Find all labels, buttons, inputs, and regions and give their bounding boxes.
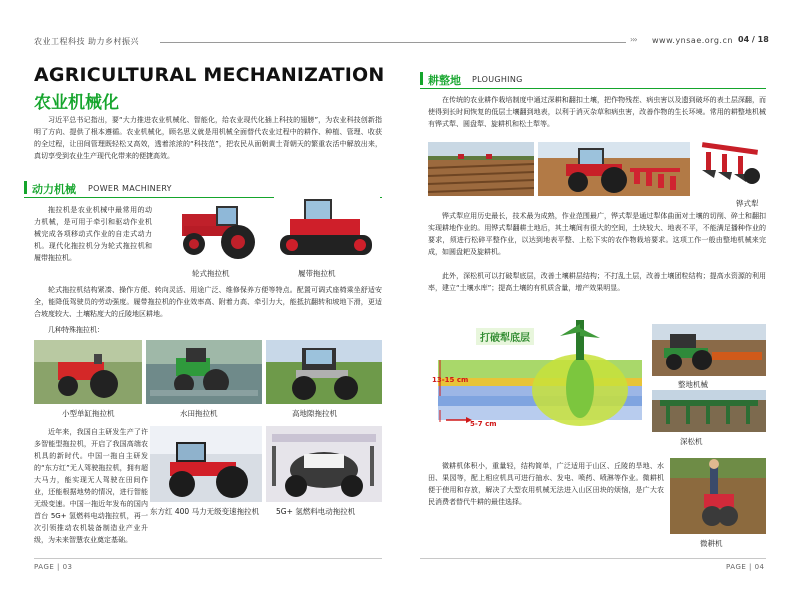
intro-paragraph: 习近平总书记指出，要“大力推进农业机械化、智能化，给农业现代化插上科技的翅膀”，为农业科技创新指明了方向、提供了根本遵循。农业机械化，顾名思义就是用机械全面替代农业过程中的耕作、种植、管理、收获的全过程，让田间管理既轻松又高效，透着浓浓的“科技范”，把农民从面朝黄土背朝天的繁重农活中解放出来，真切享受到农业生产现代化带来的便捷高效。 (34, 116, 382, 160)
section-title-ploughing: 耕整地 (428, 74, 461, 87)
section-marker (420, 72, 423, 85)
caption-hydrogen-tractor: 5G+ 氢燃料电动拖拉机 (276, 507, 356, 516)
ploughed-field-photo (428, 142, 534, 196)
ploughing-intro-paragraph: 在传统的农业耕作栽培制度中通过深耕和翻扣土壤，把作物残茬、病虫害以及遗到破坏的表土层深翻，而使得到长时间恢复的低层土壤翻到地表，以利于消灭杂草和病虫害，改善作物的生长环境。常用的耕整地机械有铧式犁、圆盘犁、旋耕机和松土犁等。 (428, 96, 766, 128)
caption-dongfanghong-tractor: 东方红 400 马力无级变速拖拉机 (150, 507, 260, 516)
caption-moldboard-plough: 铧式犁 (736, 199, 759, 208)
paddy-field-tractor-photo (146, 340, 262, 404)
section-subtitle-ploughing: PLOUGHING (472, 75, 523, 84)
moldboard-plough-paragraph: 铧式犁应用历史最长，技术最为成熟，作业范围最广，铧式犁是通过犁体曲面对土壤的切削、碎土和翻扣实现耕地作业的。用铧式犁翻耕土地后，其土壤间有很大的空间，土块较大、地表不平，不能满足播种作业的要求，须进行松碎平整作业，以达到地表平整、上松下实的农作物栽培要求。这项工作一般由整地机械来完成，如圆盘耙及旋耕机。 (428, 212, 766, 256)
section-title-power: 动力机械 (32, 183, 76, 196)
wheeled-tractor-photo (164, 200, 270, 264)
dongfanghong-tractor-photo (150, 426, 262, 502)
left-footer-divider (34, 558, 382, 559)
header-website[interactable]: www.ynsae.org.cn (652, 36, 733, 45)
moldboard-plough-photo (694, 138, 766, 200)
micro-tiller-photo (670, 458, 766, 534)
header-arrows-icon: ››› (630, 35, 637, 44)
section-underline (420, 88, 766, 89)
micro-tiller-paragraph: 微耕机体积小，重量轻，结构简单，广泛适用于山区、丘陵的旱地、水田、果园等，配上相应机具可进行抽水、发电、喷药、喷淋等作业。微耕机便于使用和存放，解决了大型农用机械无法进入山区田块的烦恼，是广大农民消费者替代牛耕的最佳选择。 (428, 462, 664, 506)
section-marker (24, 181, 27, 194)
caption-soil-machine: 整地机械 (678, 380, 708, 389)
caption-high-clearance-tractor: 高地隙拖拉机 (292, 409, 337, 418)
page-title-zh: 农业机械化 (34, 93, 119, 113)
subsoiler-photo (652, 390, 766, 432)
left-page-footer: PAGE | 03 (34, 563, 73, 571)
caption-tracked-tractor: 履带拖拉机 (298, 269, 336, 278)
high-clearance-tractor-photo (266, 340, 382, 404)
section-subtitle-power: POWER MACHINERY (88, 184, 172, 193)
smart-tractor-paragraph: 近年来，我国自主研发生产了许多智能型拖拉机，开启了我国高端农机具的新时代。中国一拖自主研发的“东方红”无人驾驶拖拉机，拥有超大马力，能实现无人驾驶在田间作业，还能根据地势的情况，进行智能无级变速。中国一拖近年发布的国内首台 5G+ 氢燃料电动拖拉机，再一次引领推动农机装备制造业产业升级，为未来智慧农业奠定基础。 (34, 428, 148, 544)
header-page-number: 04 / 18 (738, 35, 769, 44)
small-single-cylinder-tractor-photo (34, 340, 142, 404)
caption-paddy-tractor: 水田拖拉机 (180, 409, 218, 418)
diagram-depth-label-2: 5-7 cm (470, 420, 497, 428)
tracked-tractor-photo (274, 193, 380, 265)
caption-subsoiler: 深松机 (680, 437, 703, 446)
caption-small-tractor: 小型单缸拖拉机 (62, 409, 115, 418)
subsoiler-paragraph: 此外，深松机可以打破犁底层，改善土壤耕层结构；不打乱土层，改善土壤团粒结构；提高水资源的利用率，建立“土壤水库”；提高土壤的有机质含量，增产效果明显。 (428, 272, 766, 292)
tractor-intro-paragraph: 拖拉机是农业机械中最常用的动力机械，是可用于牵引和驱动作业机械完成各项移动式作业的自走式动力机。现代化拖拉机分为轮式拖拉机和履带拖拉机。 (34, 206, 152, 262)
caption-micro-tiller: 微耕机 (700, 539, 723, 548)
diagram-depth-label-1: 13-15 cm (432, 376, 469, 384)
soil-preparation-machine-photo (652, 324, 766, 376)
header-divider (160, 42, 626, 43)
diagram-title: 打破犁底层 (476, 328, 534, 345)
right-page-footer: PAGE | 04 (726, 563, 765, 571)
page-title-en: AGRICULTURAL MECHANIZATION (34, 64, 385, 86)
hydrogen-electric-tractor-photo (266, 426, 382, 502)
tractor-with-plough-photo (538, 142, 690, 196)
header-title: 农业工程科技 助力乡村振兴 (34, 37, 140, 46)
special-tractors-label: 几种特殊拖拉机： (48, 326, 104, 334)
tractor-features-paragraph: 轮式拖拉机结构紧凑、操作方便、转向灵活、用途广泛、维修保养方便等特点。配置可调式座椅乘坐舒适安全，能降低驾驶员的劳动强度。履带拖拉机的作业效率高、附着力高、牵引力大，能抵抗翻转和坡地下滑，更适合坡度较大、土壤粘度大的丘陵地区耕地。 (34, 286, 382, 318)
caption-wheeled-tractor: 轮式拖拉机 (192, 269, 230, 278)
right-footer-divider (420, 558, 766, 559)
